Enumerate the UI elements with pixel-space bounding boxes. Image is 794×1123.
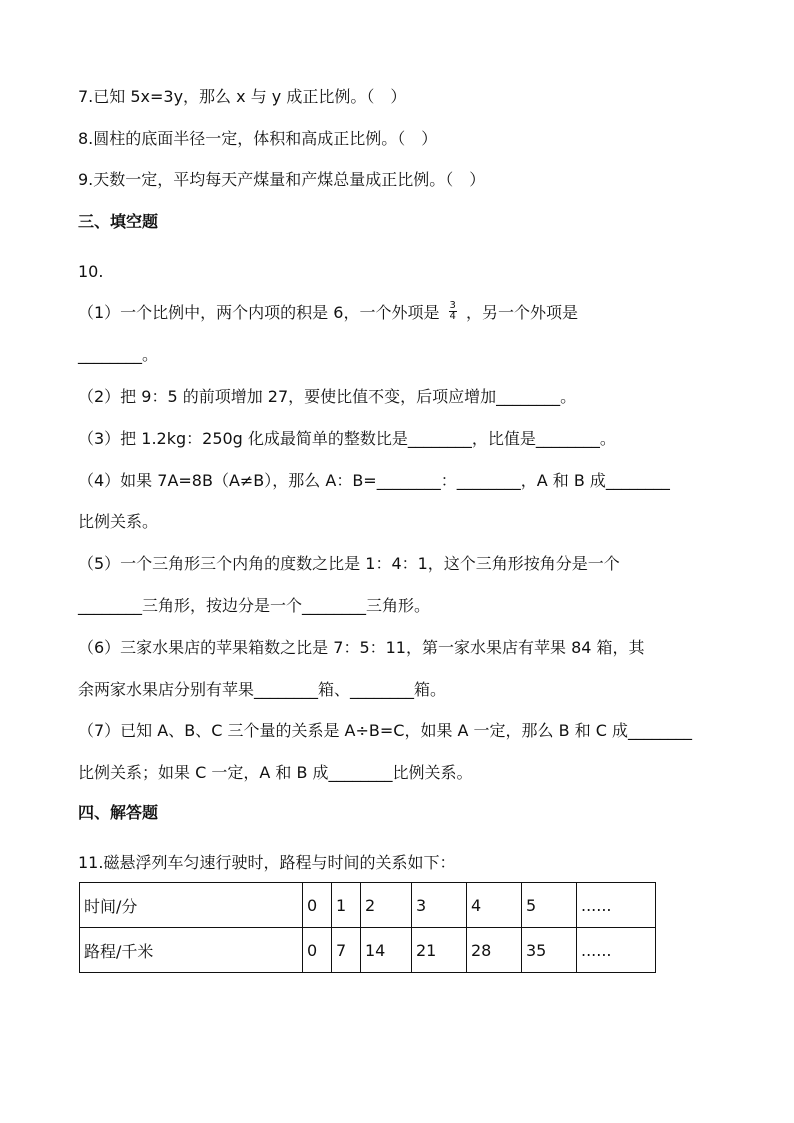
q10-part-1-after-fraction: ，另一个外项是 <box>466 303 579 322</box>
time-distance-table <box>79 882 656 973</box>
table-cell: 3 <box>412 883 467 928</box>
table-row-header-time: 时间/分 <box>80 883 303 928</box>
table-row <box>80 928 656 973</box>
table-cell: 35 <box>522 928 577 973</box>
question-10-number: 10. <box>78 262 104 281</box>
q10-part-6-line-2: 余两家水果店分别有苹果________箱、________箱。 <box>78 680 447 699</box>
table-cell: 5 <box>522 883 577 928</box>
q10-part-1-before-fraction: （1）一个比例中，两个内项的积是 6，一个外项是 <box>78 303 440 322</box>
table-cell: 0 <box>303 928 332 973</box>
q10-part-3: （3）把 1.2kg：250g 化成最简单的整数比是________，比值是________。 <box>78 429 616 448</box>
table-cell: 21 <box>412 928 467 973</box>
fraction-numerator: 3 <box>449 300 456 311</box>
section-4-title: 四、解答题 <box>78 803 159 822</box>
judge-question-8: 8.圆柱的底面半径一定，体积和高成正比例。（ ） <box>78 129 438 148</box>
table-row-header-distance: 路程/千米 <box>80 928 303 973</box>
table-cell: ...... <box>577 928 656 973</box>
judge-question-7: 7.已知 5x=3y，那么 x 与 y 成正比例。（ ） <box>78 87 407 106</box>
q10-part-5-line-2: ________三角形，按边分是一个________三角形。 <box>78 596 431 615</box>
q10-part-5-line-1: （5）一个三角形三个内角的度数之比是 1：4：1，这个三角形按角分是一个 <box>78 554 620 573</box>
table-cell: ...... <box>577 883 656 928</box>
section-3-title: 三、填空题 <box>78 212 159 231</box>
q10-part-7-line-1: （7）已知 A、B、C 三个量的关系是 A÷B=C，如果 A 一定，那么 B 和 C 成________ <box>78 721 693 740</box>
q10-part-6-line-1: （6）三家水果店的苹果箱数之比是 7：5：11，第一家水果店有苹果 84 箱，其 <box>78 638 645 657</box>
fraction-three-quarters <box>449 301 457 322</box>
table-cell: 2 <box>361 883 412 928</box>
fraction-denominator: 4 <box>449 311 456 322</box>
judge-question-9: 9.天数一定，平均每天产煤量和产煤总量成正比例。（ ） <box>78 170 486 189</box>
q10-part-7-line-2: 比例关系；如果 C 一定，A 和 B 成________比例关系。 <box>78 763 473 782</box>
table-cell: 1 <box>332 883 361 928</box>
table-cell: 7 <box>332 928 361 973</box>
q10-part-1-line-2: ________。 <box>78 345 159 364</box>
q10-part-4-line-2: 比例关系。 <box>78 512 159 531</box>
q10-part-2: （2）把 9：5 的前项增加 27，要使比值不变，后项应增加________。 <box>78 387 577 406</box>
table-cell: 28 <box>467 928 522 973</box>
q10-part-1-line-1 <box>78 302 578 324</box>
table-row <box>80 883 656 928</box>
table-cell: 14 <box>361 928 412 973</box>
table-cell: 4 <box>467 883 522 928</box>
table-cell: 0 <box>303 883 332 928</box>
q10-part-4-line-1: （4）如果 7A=8B（A≠B），那么 A：B=________：________，A 和 B 成________ <box>78 471 670 490</box>
question-11-text: 11.磁悬浮列车匀速行驶时，路程与时间的关系如下： <box>78 853 456 872</box>
